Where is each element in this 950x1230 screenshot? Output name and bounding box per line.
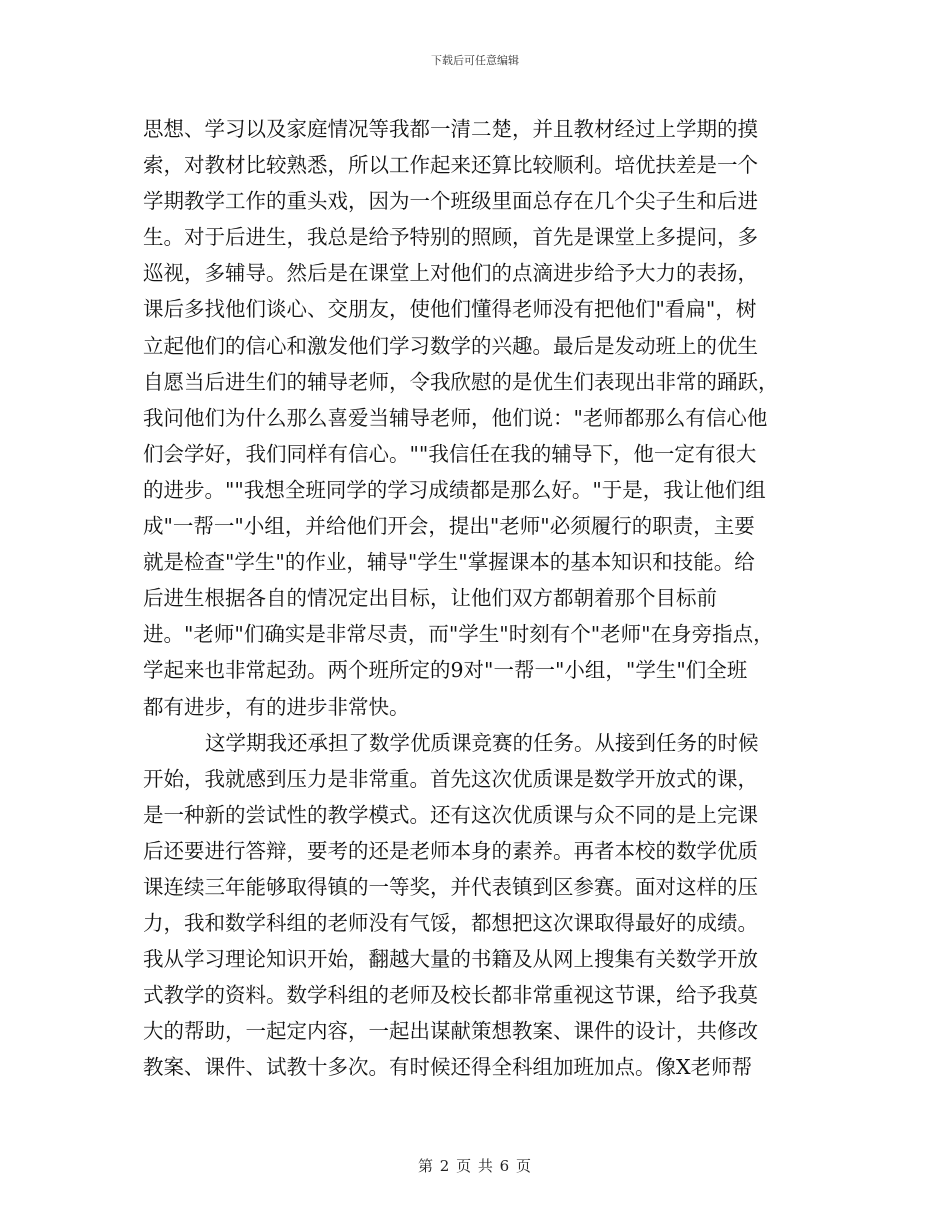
text-line: 思想、学习以及家庭情况等我都一清二楚，并且教材经过上学期的摸 [143,117,758,141]
text-line: 就是检查"学生"的作业，辅导"学生"掌握课本的基本知识和技能。给 [143,550,755,575]
text-line: 力，我和数学科组的老师没有气馁，都想把这次课取得最好的成绩。 [143,911,758,936]
document-body [143,111,801,1086]
text-line: 课连续三年能够取得镇的一等奖，并代表镇到区参赛。面对这样的压 [143,874,758,899]
text-line: 学起来也非常起劲。两个班所定的9对"一帮一"小组，"学生"们全班 [143,658,748,683]
text-line: 生。对于后进生，我总是给予特别的照顾，首先是课堂上多提问，多 [143,225,758,250]
text-line: 我问他们为什么那么喜爱当辅导老师，他们说："老师都那么有信心他 [143,405,768,430]
text-line: 学期教学工作的重头戏，因为一个班级里面总存在几个尖子生和后进 [143,189,758,214]
text-line: 式教学的资料。数学科组的老师及校长都非常重视这节课，给予我莫 [143,983,758,1008]
text-line: 我从学习理论知识开始，翻越大量的书籍及从网上搜集有关数学开放 [143,947,758,972]
text-line: 开始，我就感到压力是非常重。首先这次优质课是数学开放式的课， [143,766,758,791]
text-line: 索，对教材比较熟悉，所以工作起来还算比较顺利。培优扶差是一个 [143,153,758,178]
text-line: 们会学好，我们同样有信心。""我信任在我的辅导下，他一定有很大 [143,441,757,466]
text-line: 后还要进行答辩，要考的还是老师本身的素养。再者本校的数学优质 [143,838,758,863]
text-line: 立起他们的信心和激发他们学习数学的兴趣。最后是发动班上的优生 [143,333,758,358]
page-header: 下载后可任意编辑 [431,54,519,67]
text-line: 后进生根据各自的情况定出目标，让他们双方都朝着那个目标前 [143,586,717,611]
text-line: 的进步。""我想全班同学的学习成绩都是那么好。"于是，我让他们组 [143,477,766,502]
text-line: 巡视，多辅导。然后是在课堂上对他们的点滴进步给予大力的表扬， [143,261,758,286]
text-line: 成"一帮一"小组，并给他们开会，提出"老师"必须履行的职责，主要 [143,514,755,539]
page-number-footer: 第 2 页 共 6 页 [418,1157,532,1175]
text-line: 课后多找他们谈心、交朋友，使他们懂得老师没有把他们"看扁"，树 [143,297,757,322]
text-line: 是一种新的尝试性的教学模式。还有这次优质课与众不同的是上完课 [143,802,758,827]
text-line: 教案、课件、试教十多次。有时候还得全科组加班加点。像X老师帮 [143,1055,753,1080]
paragraph-start-line: 这学期我还承担了数学优质课竞赛的任务。从接到任务的时候 [205,730,759,755]
text-line: 都有进步，有的进步非常快。 [143,694,410,719]
text-line: 自愿当后进生们的辅导老师，令我欣慰的是优生们表现出非常的踊跃， [143,369,779,394]
text-line: 大的帮助，一起定内容，一起出谋献策想教案、课件的设计，共修改 [143,1019,758,1044]
text-line: 进。"老师"们确实是非常尽责，而"学生"时刻有个"老师"在身旁指点， [143,622,774,647]
